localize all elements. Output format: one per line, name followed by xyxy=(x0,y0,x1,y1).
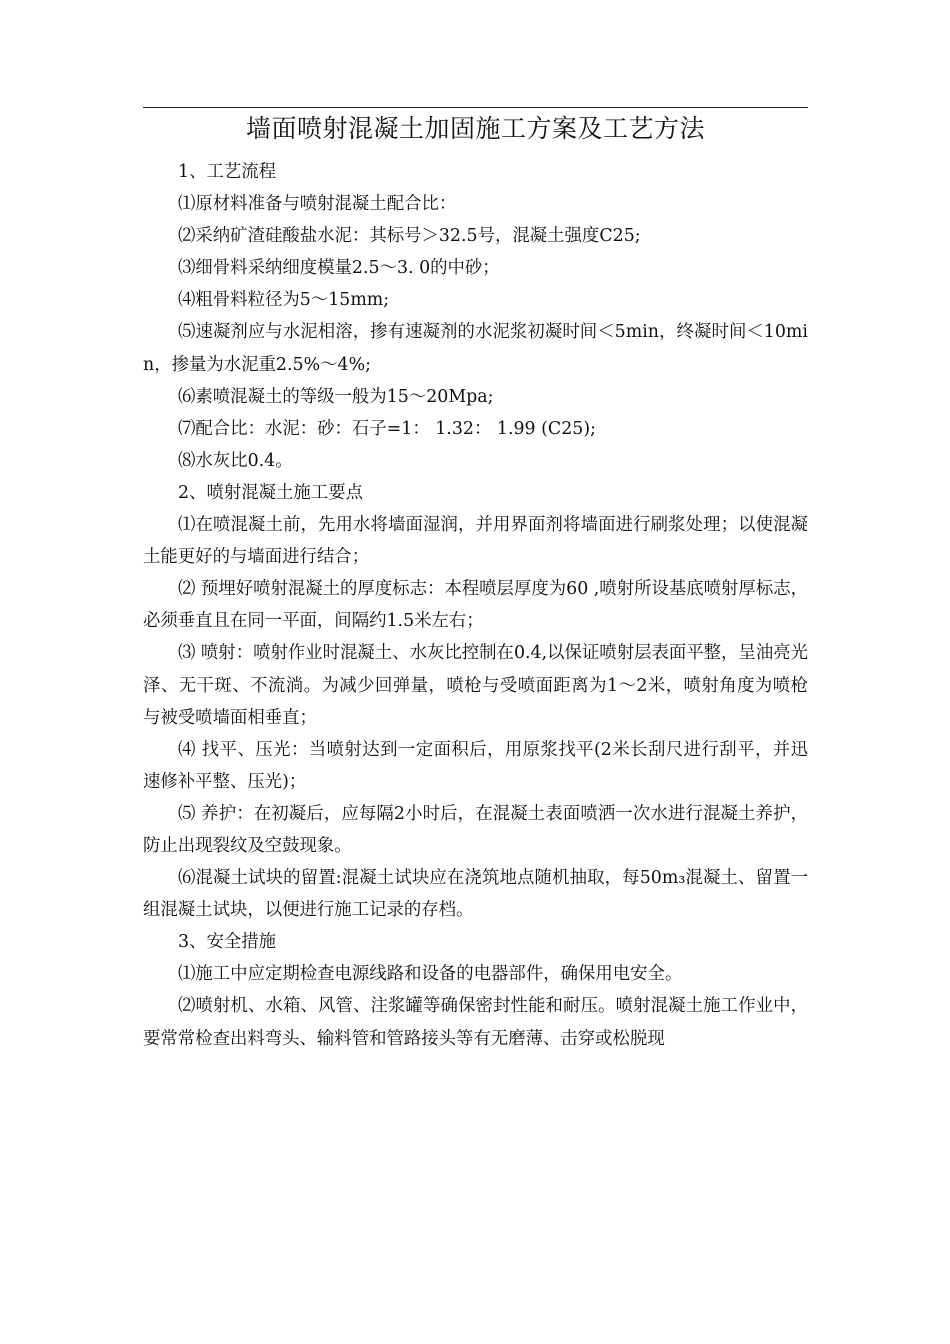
header-rule xyxy=(143,107,808,108)
section-heading: 1、工艺流程 xyxy=(178,162,277,182)
document-title: 墙面喷射混凝土加固施工方案及工艺方法 xyxy=(245,114,705,143)
paragraph: ⑺配合比：水泥：砂：石子=1： 1.32： 1.99 (C25); xyxy=(178,418,596,439)
paragraph: ⑴在喷混凝土前，先用水将墙面湿润，并用界面剂将墙面进行刷浆处理；以使混凝土能更好的与墙面进行结合； xyxy=(143,515,808,568)
paragraph: ⑵采纳矿渣硅酸盐水泥：其标号＞32.5号，混凝土强度C25; xyxy=(178,226,641,247)
paragraph: ⑴施工中应定期检查电源线路和设备的电器部件，确保用电安全。 xyxy=(178,964,683,985)
paragraph: ⑵喷射机、水箱、风管、注浆罐等确保密封性能和耐压。喷射混凝土施工作业中，要常常检查出料弯头、输料管和管路接头等有无磨薄、击穿或松脱现 xyxy=(143,996,808,1049)
paragraph: ⑹混凝土试块的留置:混凝土试块应在浇筑地点随机抽取，每50m₃混凝土、留置一组混凝土试块，以便进行施工记录的存档。 xyxy=(143,868,808,921)
paragraph: ⑶ 喷射：喷射作业时混凝土、水灰比控制在0.4,以保证喷射层表面平整，呈油亮光泽、无干斑、不流淌。为减少回弹量，喷枪与受喷面距离为1〜2米，喷射角度为喷枪与被受喷墙面相垂直； xyxy=(143,643,808,728)
paragraph: ⑶细骨料采纳细度模量2.5〜3. 0的中砂； xyxy=(178,258,500,279)
paragraph: ⑷ 找平、压光：当喷射达到一定面积后，用原浆找平(2米长刮尺进行刮平，并迅速修补平整、压光)； xyxy=(143,739,808,792)
paragraph: ⑻水灰比0.4。 xyxy=(178,450,293,471)
paragraph: ⑵ 预埋好喷射混凝土的厚度标志：本程喷层厚度为60 ,喷射所设基底喷射厚标志，必须垂直且在同一平面，间隔约1.5米左右； xyxy=(143,579,808,632)
section-heading: 3、安全措施 xyxy=(178,932,277,953)
paragraph: ⑹素喷混凝土的等级一般为15〜20Mpa; xyxy=(178,386,494,407)
paragraph: ⑴原材料准备与喷射混凝土配合比： xyxy=(178,194,457,215)
paragraph: ⑷粗骨料粒径为5〜15mm; xyxy=(178,290,390,311)
document-body xyxy=(143,156,808,1055)
paragraph: ⑸ 养护：在初凝后，应每隔2小时后，在混凝土表面喷洒一次水进行混凝土养护，防止出现裂纹及空鼓现象。 xyxy=(143,803,808,856)
paragraph: ⑸速凝剂应与水泥相溶，掺有速凝剂的水泥浆初凝时间＜5min，终凝时间＜10min，掺量为水泥重2.5%〜4%; xyxy=(143,322,808,375)
section-heading: 2、喷射混凝土施工要点 xyxy=(178,482,363,503)
